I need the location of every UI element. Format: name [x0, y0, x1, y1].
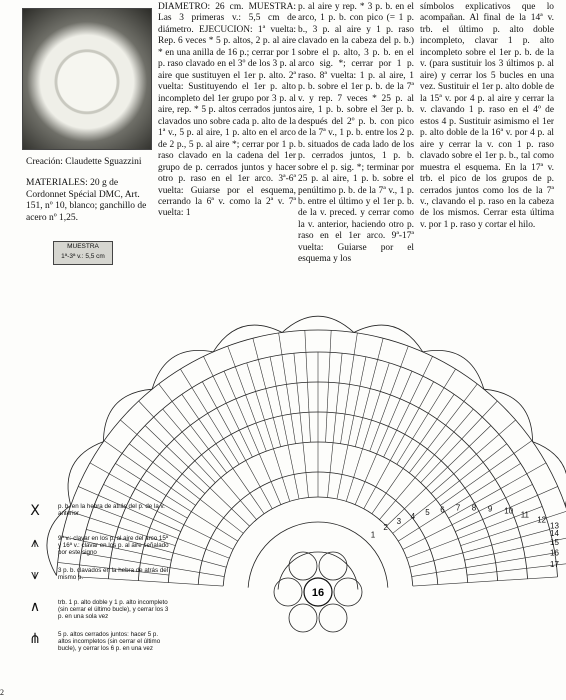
center-label: 16	[311, 587, 325, 599]
doily-photo	[22, 8, 152, 150]
instructions-column-1: DIAMETRO: 26 cm. MUESTRA: Las 3 primeras v.: 5,5 cm de diámetro. EJECUCION: 1ª vuelta: Rep. 6 veces * 5 p. altos, 2 p. al aire * en una anilla de 16 p.; cerrar por 1 p. raso clavado en el 3º de los 3 p. al aire que sustituyen el 1er p. alto. 2ª vuelta: Sustituyendo el 1er p. alto incompleto del 1er grupo por 3 p. al aire, rep. * 5 p. altos cerrados juntos clavados uno sobre cada p. alto de la 1ª v., 5 p. al aire, 1 p. alto en el arco de 2 p., 5 p. al aire *; cerrar por 1 p. raso clavado en la cadena del 1er grupo de p. cerrados juntos y hacer otro p. raso en el 1er arco. 3ª-6ª vuelta: Guiarse por el esquema, cerrando la 6ª v. como la 2ª v. 7ª vuelta: 1	[158, 2, 296, 219]
stitch-line	[104, 441, 195, 506]
stitch-line	[203, 356, 252, 457]
stitch-line	[384, 356, 433, 457]
round-label: 9	[487, 504, 493, 514]
stitch-line	[139, 401, 216, 483]
round-label: 8	[471, 503, 477, 513]
credit-text: Creación: Claudette Sguazzini	[26, 157, 142, 167]
legend-item	[10, 599, 170, 621]
stitch-line	[337, 357, 366, 499]
legend-text: 5 p. altos cerrados juntos: hacer 5 p. altos incompletos (sin cerrar el último bucle), y cerrar los 6 p. en una vez	[58, 631, 161, 653]
round-label: 11	[520, 510, 530, 520]
stitch-line	[305, 330, 311, 442]
legend-text: trb. 1 p. alto doble y 1 p. alto incompleto (sin cerrar el último bucle), y cerrar los 3 p. en una sola vez	[58, 599, 169, 621]
round-label: 3	[396, 516, 402, 526]
legend-symbol: ⩛	[31, 567, 39, 583]
stitch-line	[421, 401, 498, 483]
center-petal	[289, 552, 317, 580]
round-label: 1	[370, 530, 376, 540]
stitch-line	[159, 384, 227, 473]
sample-box-title: MUESTRA	[67, 243, 99, 250]
round-label: 17	[550, 560, 559, 570]
instructions-column-2: p. al aire y rep. * 3 p. b. en el arco, 1 p. b. con pico (= 1 p. b., 3 p. al aire y 1 p. raso clavado en la cabeza del p. b.) sobre el p. alto, 3 p. b. en el arco sig. *; cerrar por 1 p. raso. 8ª vuelta: 1 p. al aire, 1 p. b. sobre el 1er p. b. de la 7ª v. y rep. 7 veces * 25 p. al aire, 1 p. b. sobre el 3er p. b. después del 2º p. b. con pico de la 7ª v., 1 p. b. entre los 2 p. b. situados de cada lado de los p. cerrados juntos, 1 p. b. sobre el p. sig. *; terminar por 25 p. al aire, 1 p. b. sobre el penúltimo p. b. de la 7ª v., 1 p. b. entre el último y el 1er p. b. de la v. preced. y cerrar como la v. anterior, haciendo otro p. raso en el 1er arco. 9ª-17ª vuelta: Guiarse por el esquema y los	[298, 2, 414, 265]
stitch-line	[370, 346, 409, 451]
center-petal	[319, 604, 347, 632]
stitch-line	[224, 371, 281, 504]
stitch-line	[253, 338, 281, 446]
legend-symbol: ⋔	[29, 631, 41, 647]
stitch-line	[270, 357, 299, 499]
stitch-line	[346, 363, 389, 501]
legend-symbol: ⩚	[31, 535, 39, 551]
legend-text: p. b. en la hebra de atrás del p. de la v. anterior	[58, 503, 165, 518]
legend-item	[10, 503, 170, 525]
round-label: 6	[440, 505, 445, 515]
round-label: 13	[550, 521, 559, 531]
stitch-line	[180, 369, 239, 464]
stitch-line	[410, 529, 550, 567]
page-number: 2	[0, 688, 4, 697]
round-label: 2	[383, 523, 388, 533]
legend	[10, 503, 170, 663]
stitch-line	[163, 409, 257, 520]
stitch-line	[228, 346, 267, 451]
legend-item	[10, 567, 170, 589]
stitch-line	[355, 371, 412, 504]
stitch-line	[120, 420, 204, 494]
round-label: 5	[425, 507, 430, 517]
stitch-line	[403, 484, 533, 549]
round-label: 7	[455, 503, 461, 513]
stitch-line	[431, 420, 515, 494]
legend-text: 9ª v.: clavar en los p. al aire del arco 15ª y 16ª v.: clavar en los p. al aire señalado por este signo	[58, 535, 169, 557]
round-label: 10	[504, 506, 514, 516]
stitch-line	[341, 333, 358, 444]
stitch-line	[449, 463, 546, 518]
stitch-line	[247, 363, 290, 501]
legend-item	[10, 631, 170, 653]
stitch-line	[355, 338, 383, 446]
stitch-line	[202, 382, 272, 509]
stitch-line	[440, 441, 531, 506]
materials-text: MATERIALES: 20 g de Cordonnet Spécial DMC, Art. 151, nº 10, blanco; ganchillo de acero nº 1,25.	[26, 178, 147, 223]
round-label: 15	[550, 538, 559, 548]
round-label: 14	[550, 529, 559, 539]
stitch-line	[326, 330, 332, 442]
stitch-line	[328, 353, 343, 497]
stitch-line	[397, 369, 456, 464]
stitch-line	[413, 577, 558, 586]
round-arc	[223, 497, 413, 586]
legend-symbol: ∧	[29, 599, 41, 615]
sample-box-size: 1ª-3ª v.: 5,5 cm	[61, 253, 105, 260]
instructions-column-3: símbolos explicativos que lo acompañan. Al final de la 14ª v. trb. el último p. alto doble incompleto, clavar 1 p. alto incompleto sobre el 1er p. b. de la v. (para sustituir los 3 últimos p. al aire) y cerrar los 5 bucles en una vez. Sustituir el 1er p. alto doble de la 15ª v. por 4 p. al aire y cerrar la v. clavando 1 p. raso en el 4º de estos 4 p. Sustituir asimismo el 1er p. alto doble de la 16ª v. por 4 p. al aire y cerrar la v. con 1 p. raso clavado sobre el 1er p. b., tal como muestra el esquema. En la 17ª v. trb. el pico de los grupos de p. cerrados juntos como los de la 7ª v., clavando el p. raso en la cabeza de los mismos. Cerrar esta última v. por 1 p. raso y cortar el hilo.	[420, 2, 554, 230]
stitch-line	[294, 353, 309, 497]
stitch-line	[279, 333, 296, 444]
center-petal	[334, 578, 362, 606]
scallop	[484, 389, 533, 441]
center-petal	[319, 552, 347, 580]
center-petal	[274, 578, 302, 606]
center-petal	[289, 604, 317, 632]
legend-item	[10, 535, 170, 557]
stitch-line	[409, 384, 477, 473]
round-label: 4	[410, 511, 416, 521]
round-label: 12	[537, 515, 547, 525]
stitch-line	[364, 382, 434, 509]
round-label: 16	[550, 548, 559, 558]
scallop	[103, 389, 152, 441]
legend-text: 3 p. b. clavados en la hebra de atrás del mismo p.	[58, 567, 169, 582]
legend-symbol: X	[30, 503, 40, 519]
